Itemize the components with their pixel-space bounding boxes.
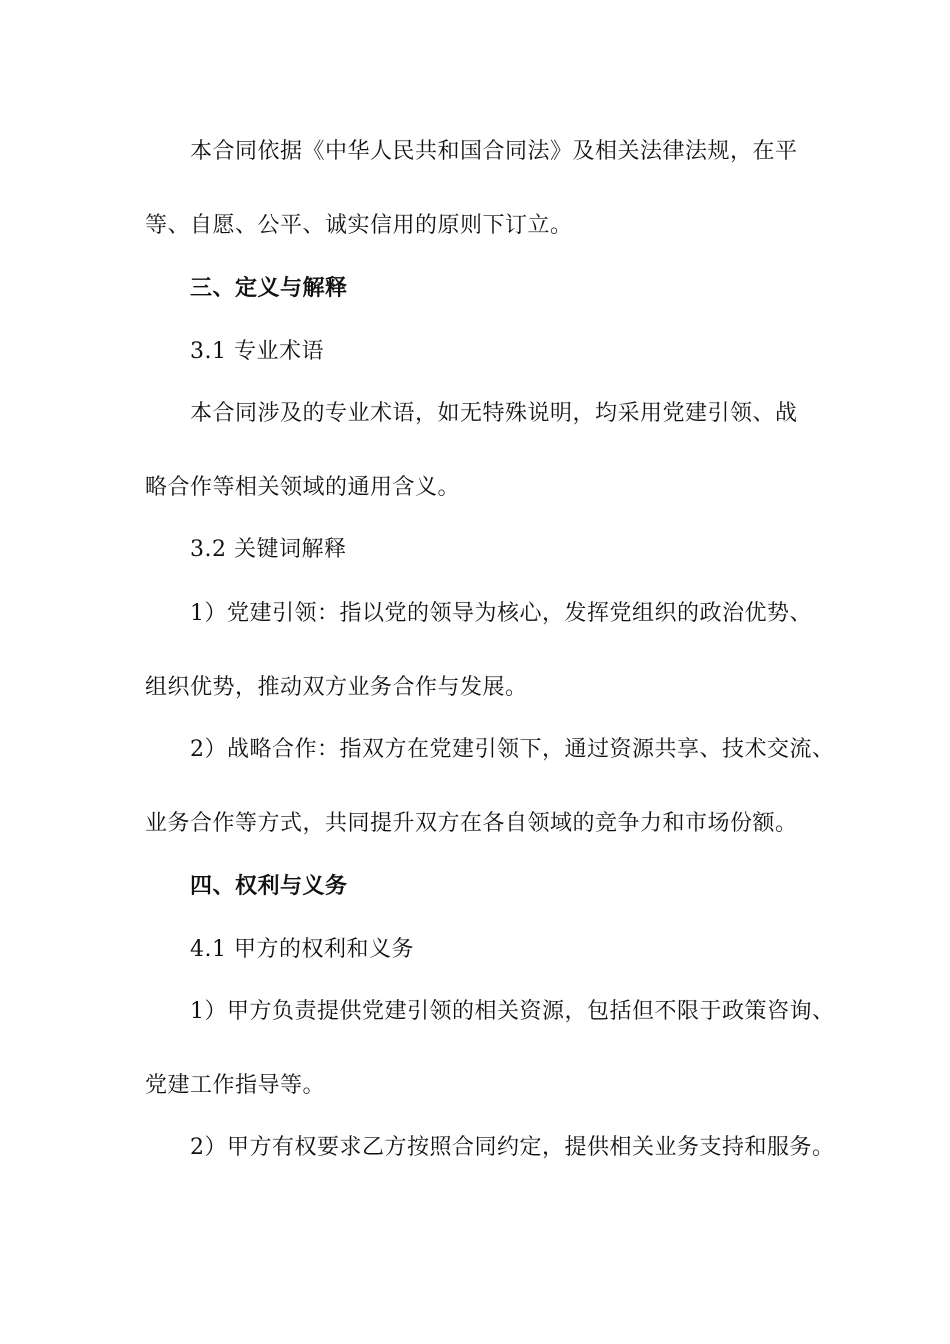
list-item-strategic-cooperation-line-2: 业务合作等方式，共同提升双方在各自领域的竞争力和市场份额。 xyxy=(145,811,798,836)
list-item-party-a-rights: 2）甲方有权要求乙方按照合同约定，提供相关业务支持和服务。 xyxy=(190,1135,835,1160)
paragraph-terms-line-1: 本合同涉及的专业术语，如无特殊说明，均采用党建引领、战 xyxy=(190,401,798,426)
subsection-heading-3-1: 3.1 专业术语 xyxy=(190,339,324,364)
subsection-heading-3-2: 3.2 关键词解释 xyxy=(190,537,347,562)
list-item-party-a-resources-line-2: 党建工作指导等。 xyxy=(145,1073,326,1098)
list-item-strategic-cooperation-line-1: 2）战略合作：指双方在党建引领下，通过资源共享、技术交流、 xyxy=(190,737,835,762)
section-heading-rights-obligations: 四、权利与义务 xyxy=(190,873,348,899)
paragraph-legal-basis-line-1: 本合同依据《中华人民共和国合同法》及相关法律法规，在平 xyxy=(190,139,798,164)
paragraph-legal-basis-line-2: 等、自愿、公平、诚实信用的原则下订立。 xyxy=(145,213,573,238)
paragraph-terms-line-2: 略合作等相关领域的通用含义。 xyxy=(145,475,461,500)
section-heading-definitions: 三、定义与解释 xyxy=(190,275,348,301)
list-item-party-a-resources-line-1: 1）甲方负责提供党建引领的相关资源，包括但不限于政策咨询、 xyxy=(190,999,835,1024)
subsection-heading-4-1: 4.1 甲方的权利和义务 xyxy=(190,937,414,962)
list-item-party-building-line-2: 组织优势，推动双方业务合作与发展。 xyxy=(145,675,528,700)
list-item-party-building-line-1: 1）党建引领：指以党的领导为核心，发挥党组织的政治优势、 xyxy=(190,601,812,626)
